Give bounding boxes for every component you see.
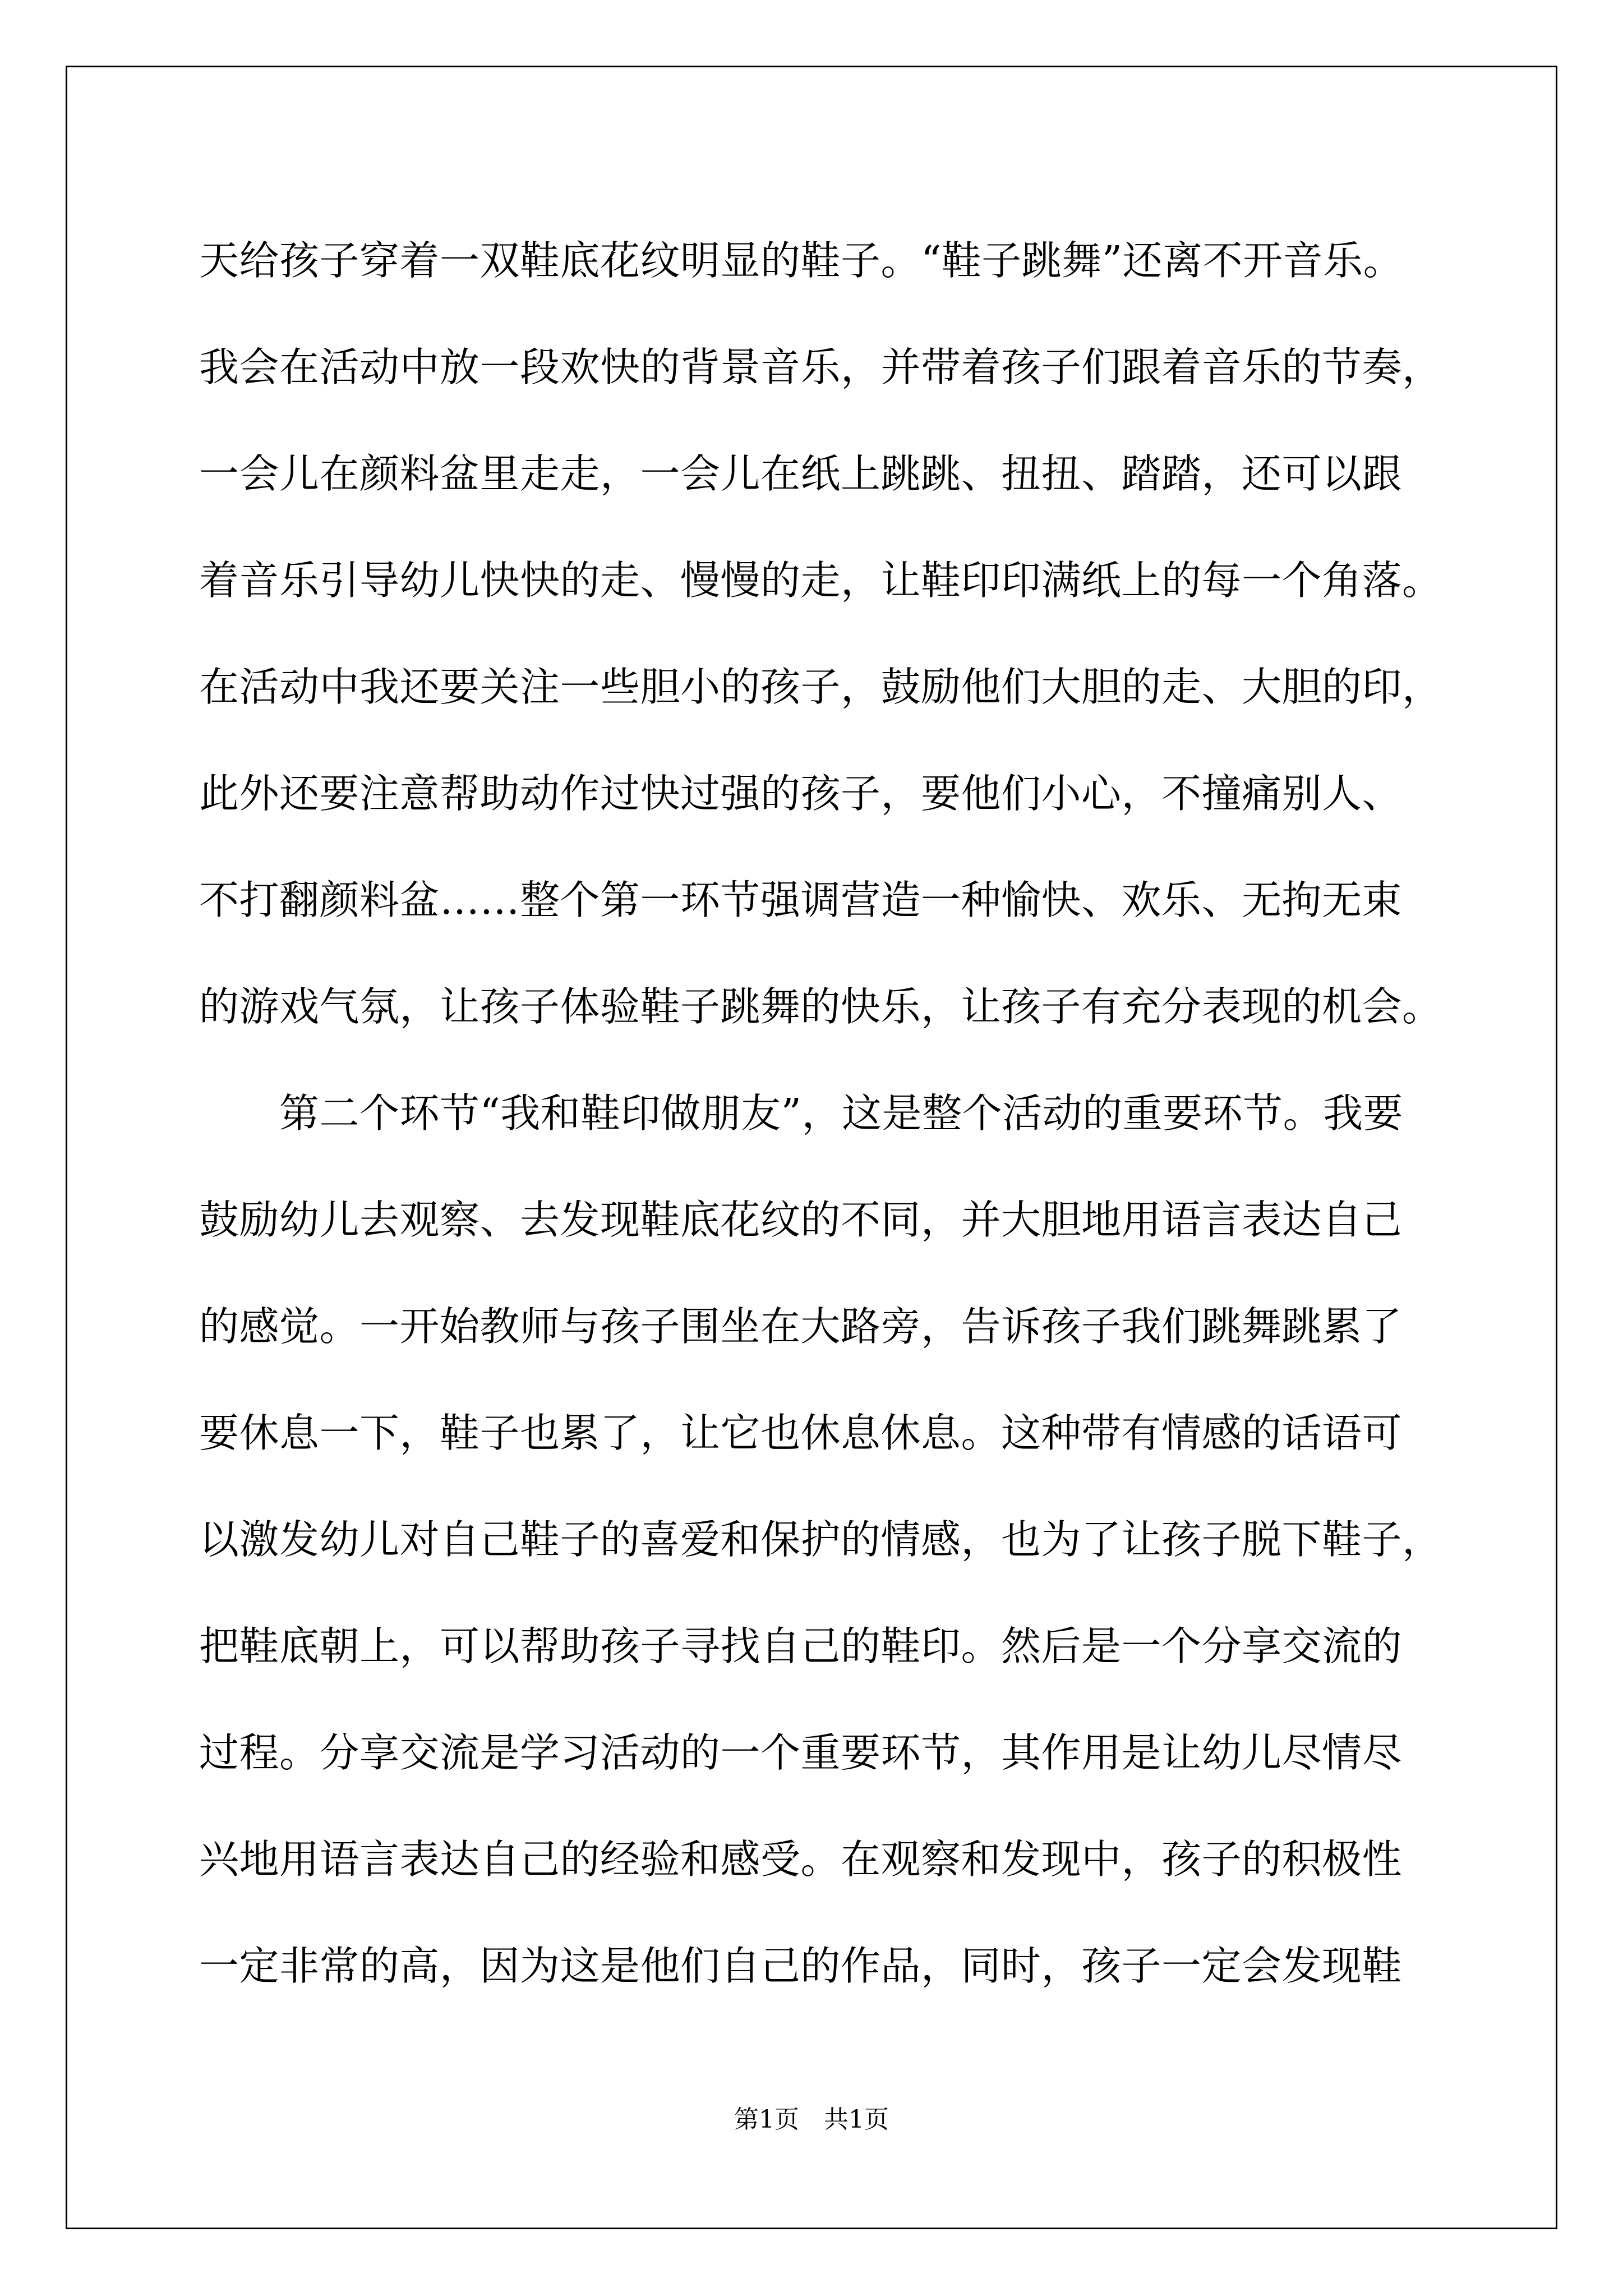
text-line: 过程。分享交流是学习活动的一个重要环节，其作用是让幼儿尽情尽	[199, 1729, 1403, 1776]
text-line: 一会儿在颜料盆里走走，一会儿在纸上跳跳、扭扭、踏踏，还可以跟	[199, 450, 1403, 497]
document-body	[199, 208, 1455, 2019]
text-line: 着音乐引导幼儿快快的走、慢慢的走，让鞋印印满纸上的每一个角落。	[199, 557, 1442, 604]
text-line: 我会在活动中放一段欢快的背景音乐，并带着孩子们跟着音乐的节奏，	[199, 344, 1442, 390]
page-footer: 第1页 共1页	[734, 2105, 889, 2134]
text-line: 天给孩子穿着一双鞋底花纹明显的鞋子。“鞋子跳舞”还离不开音乐。	[199, 237, 1404, 284]
text-line: 不打翻颜料盆……整个第一环节强调营造一种愉快、欢乐、无拘无束	[199, 877, 1403, 923]
text-line: 把鞋底朝上，可以帮助孩子寻找自己的鞋印。然后是一个分享交流的	[199, 1623, 1403, 1669]
text-line: 的游戏气氛，让孩子体验鞋子跳舞的快乐，让孩子有充分表现的机会。	[199, 983, 1442, 1030]
text-line: 兴地用语言表达自己的经验和感受。在观察和发现中，孩子的积极性	[199, 1836, 1403, 1883]
text-line: 此外还要注意帮助动作过快过强的孩子，要他们小心，不撞痛别人、	[199, 770, 1403, 817]
text-line: 的感觉。一开始教师与孩子围坐在大路旁，告诉孩子我们跳舞跳累了	[199, 1303, 1403, 1350]
paragraph-start-line: 第二个环节“我和鞋印做朋友”，这是整个活动的重要环节。我要	[199, 1090, 1404, 1137]
text-line: 鼓励幼儿去观察、去发现鞋底花纹的不同，并大胆地用语言表达自己	[199, 1197, 1403, 1243]
text-line: 以激发幼儿对自己鞋子的喜爱和保护的情感，也为了让孩子脱下鞋子，	[199, 1516, 1442, 1563]
text-line: 一定非常的高，因为这是他们自己的作品，同时，孩子一定会发现鞋	[199, 1943, 1403, 1989]
text-line: 在活动中我还要关注一些胆小的孩子，鼓励他们大胆的走、大胆的印，	[199, 664, 1442, 710]
text-line: 要休息一下，鞋子也累了，让它也休息休息。这种带有情感的话语可	[199, 1410, 1403, 1456]
